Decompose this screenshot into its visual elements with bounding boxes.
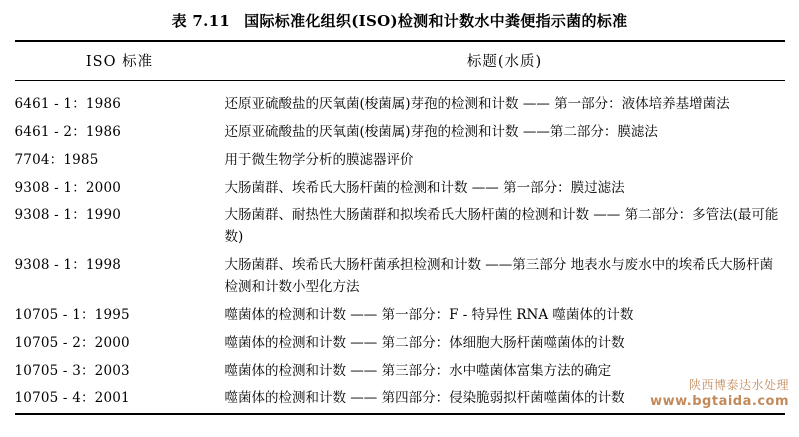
cell-iso-code: 9308 - 1：2000 xyxy=(14,179,122,196)
cell-iso-title: 噬菌体的检测和计数 —— 第三部分：水中噬菌体富集方法的确定 xyxy=(224,362,612,379)
table-bottom-rule xyxy=(15,413,785,415)
cell-iso-title: 噬菌体的检测和计数 —— 第二部分：体细胞大肠杆菌噬菌体的计数 xyxy=(224,334,625,351)
table-row xyxy=(15,330,785,358)
table-body xyxy=(15,81,785,414)
cell-iso-code: 9308 - 1：1990 xyxy=(14,207,122,224)
cell-iso-code: 10705 - 1：1995 xyxy=(14,306,130,323)
table-row xyxy=(15,385,785,413)
cell-iso-code: 10705 - 4：2001 xyxy=(14,390,130,407)
table-row xyxy=(15,302,785,330)
cell-iso-code: 6461 - 2：1986 xyxy=(14,123,122,140)
cell-iso-code: 9308 - 1：1998 xyxy=(14,257,122,274)
table-row xyxy=(15,119,785,147)
iso-standards-table xyxy=(15,40,785,413)
table-row xyxy=(15,81,785,119)
column-header-iso-standard: ISO 标准 xyxy=(15,41,225,81)
cell-iso-title: 用于微生物学分析的膜滤器评价 xyxy=(224,151,414,168)
cell-iso-code: 7704：1985 xyxy=(14,151,99,168)
column-header-title: 标题(水质) xyxy=(225,41,785,81)
watermark-line-1: 陕西博泰达水处理 xyxy=(688,378,789,393)
cell-iso-title: 大肠菌群、耐热性大肠菌群和拟埃希氏大肠杆菌的检测和计数 —— 第二部分：多管法(最可能数) xyxy=(224,207,779,246)
cell-iso-title: 噬菌体的检测和计数 —— 第一部分：F - 特异性 RNA 噬菌体的计数 xyxy=(224,306,634,323)
table-row xyxy=(15,175,785,203)
cell-iso-code: 10705 - 2：2000 xyxy=(14,334,130,351)
table-caption xyxy=(0,0,799,40)
table-row xyxy=(15,358,785,386)
cell-iso-title: 还原亚硫酸盐的厌氧菌(梭菌属)芽孢的检测和计数 —— 第一部分：液体培养基增菌法 xyxy=(224,96,730,112)
table-row xyxy=(15,202,785,252)
cell-iso-title: 还原亚硫酸盐的厌氧菌(梭菌属)芽孢的检测和计数 ——第二部分：膜滤法 xyxy=(224,123,658,140)
cell-iso-code: 10705 - 3：2003 xyxy=(14,362,130,379)
watermark-line-2: www.bgtaida.com xyxy=(650,394,789,410)
cell-iso-title: 大肠菌群、埃希氏大肠杆菌承担检测和计数 ——第三部分 地表水与废水中的埃希氏大肠杆菌检测和计数小型化方法 xyxy=(224,257,774,296)
table-row xyxy=(15,252,785,302)
table-row xyxy=(15,147,785,175)
cell-iso-title: 大肠菌群、埃希氏大肠杆菌的检测和计数 —— 第一部分：膜过滤法 xyxy=(224,179,625,196)
cell-iso-code: 6461 - 1：1986 xyxy=(14,96,122,112)
table-caption-title: 国际标准化组织(ISO)检测和计数水中粪便指示菌的标准 xyxy=(244,12,628,30)
cell-iso-title: 噬菌体的检测和计数 —— 第四部分：侵染脆弱拟杆菌噬菌体的计数 xyxy=(224,390,625,407)
table-header xyxy=(15,41,785,81)
table-caption-number: 表 7.11 xyxy=(171,12,231,30)
table-header-row xyxy=(15,41,785,81)
